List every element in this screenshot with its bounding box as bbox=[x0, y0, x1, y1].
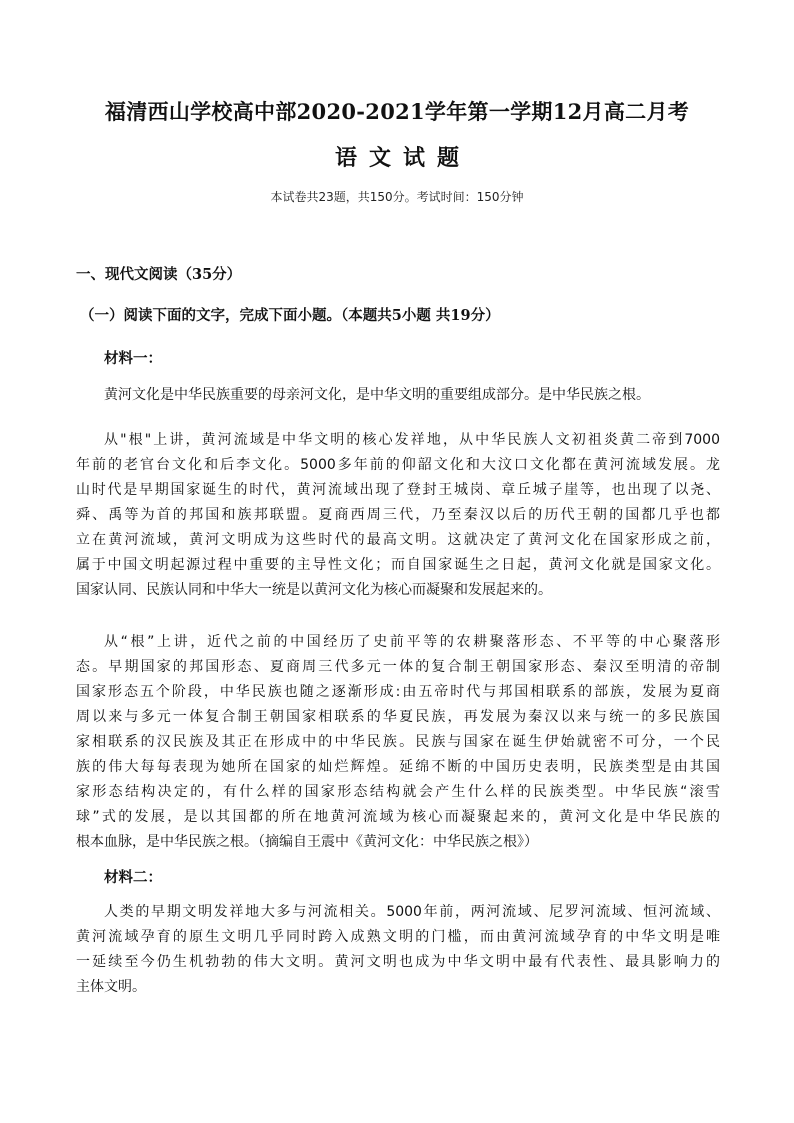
document-subtitle: 语文试题 bbox=[334, 145, 471, 171]
paragraph-line: 球”式的发展，是以其国都的所在地黄河流域为核心而凝聚起来的，黄河文化是中华民族的 bbox=[76, 809, 720, 825]
material1-label: 材料一： bbox=[104, 350, 162, 367]
paragraph-line: 山时代是早期国家诞生的时代，黄河流域出现了登封王城岗、章丘城子崖等，也出现了以尧、 bbox=[76, 482, 720, 498]
paragraph-line: 态。早期国家的邦国形态、夏商周三代多元一体的复合制王朝国家形态、秦汉至明清的帝制 bbox=[76, 659, 720, 675]
paragraph-line: 家形态结构决定的，有什么样的国家形态结构就会产生什么样的民族类型。中华民族“滚雪 bbox=[76, 784, 720, 800]
paragraph-line: 国家认同、民族认同和中华大一统是以黄河文化为核心而凝聚和发展起来的。 bbox=[76, 582, 552, 598]
exam-info: 本试卷共23题，共150分。考试时间：150分钟 bbox=[270, 190, 524, 204]
material2-label: 材料二： bbox=[104, 869, 162, 886]
paragraph-line: 国家形态五个阶段，中华民族也随之逐渐形成:由五帝时代与邦国相联系的部族，发展为夏商 bbox=[76, 684, 720, 700]
paragraph-line: 从"根"上讲，黄河流域是中华文明的核心发祥地，从中华民族人文初祖炎黄二帝到7000 bbox=[104, 432, 720, 448]
paragraph-line: 周以来与多元一体复合制王朝国家相联系的华夏民族，再发展为秦汉以来与统一的多民族国 bbox=[76, 709, 720, 725]
paragraph-line: 一延续至今仍生机勃勃的伟大文明。黄河文明也成为中华文明中最有代表性、最具影响力的 bbox=[76, 954, 720, 970]
paragraph-line: 人类的早期文明发祥地大多与河流相关。5000年前，两河流域、尼罗河流域、恒河流域、 bbox=[104, 904, 720, 920]
paragraph-line: 属于中国文明起源过程中重要的主导性文化；而自国家诞生之日起，黄河文化就是国家文化。 bbox=[76, 557, 720, 573]
section-heading: 一、现代文阅读（35分） bbox=[76, 266, 242, 283]
document-title: 福清西山学校高中部2020-2021学年第一学期12月高二月考 bbox=[104, 99, 690, 124]
paragraph-line: 从“根”上讲，近代之前的中国经历了史前平等的农耕聚落形态、不平等的中心聚落形 bbox=[104, 634, 720, 650]
paragraph-line: 家相联系的汉民族及其正在形成中的中华民族。民族与国家在诞生伊始就密不可分，一个民 bbox=[76, 734, 720, 750]
paragraph-line: 根本血脉，是中华民族之根。（摘编自王震中《黄河文化：中华民族之根》） bbox=[76, 834, 538, 850]
paragraph-line: 年前的老官台文化和后李文化。5000多年前的仰韶文化和大汶口文化都在黄河流域发展。龙 bbox=[76, 457, 720, 473]
paragraph-line: 舜、禹等为首的邦国和族邦联盟。夏商西周三代，乃至秦汉以后的历代王朝的国都几乎也都 bbox=[76, 507, 720, 523]
paragraph-line: 族的伟大每每表现为她所在国家的灿烂辉煌。延绵不断的中国历史表明，民族类型是由其国 bbox=[76, 759, 720, 775]
paragraph-line: 黄河流域孕育的原生文明几乎同时跨入成熟文明的门槛，而由黄河流域孕育的中华文明是唯 bbox=[76, 929, 720, 945]
paragraph-line: 黄河文化是中华民族重要的母亲河文化，是中华文明的重要组成部分。是中华民族之根。 bbox=[104, 387, 650, 403]
paragraph-line: 立在黄河流域，黄河文明成为这些时代的最高文明。这就决定了黄河文化在国家形成之前， bbox=[76, 532, 720, 548]
part-heading: （一）阅读下面的文字，完成下面小题。（本题共5小题 共19分） bbox=[80, 307, 500, 324]
paragraph-line: 主体文明。 bbox=[76, 979, 146, 995]
